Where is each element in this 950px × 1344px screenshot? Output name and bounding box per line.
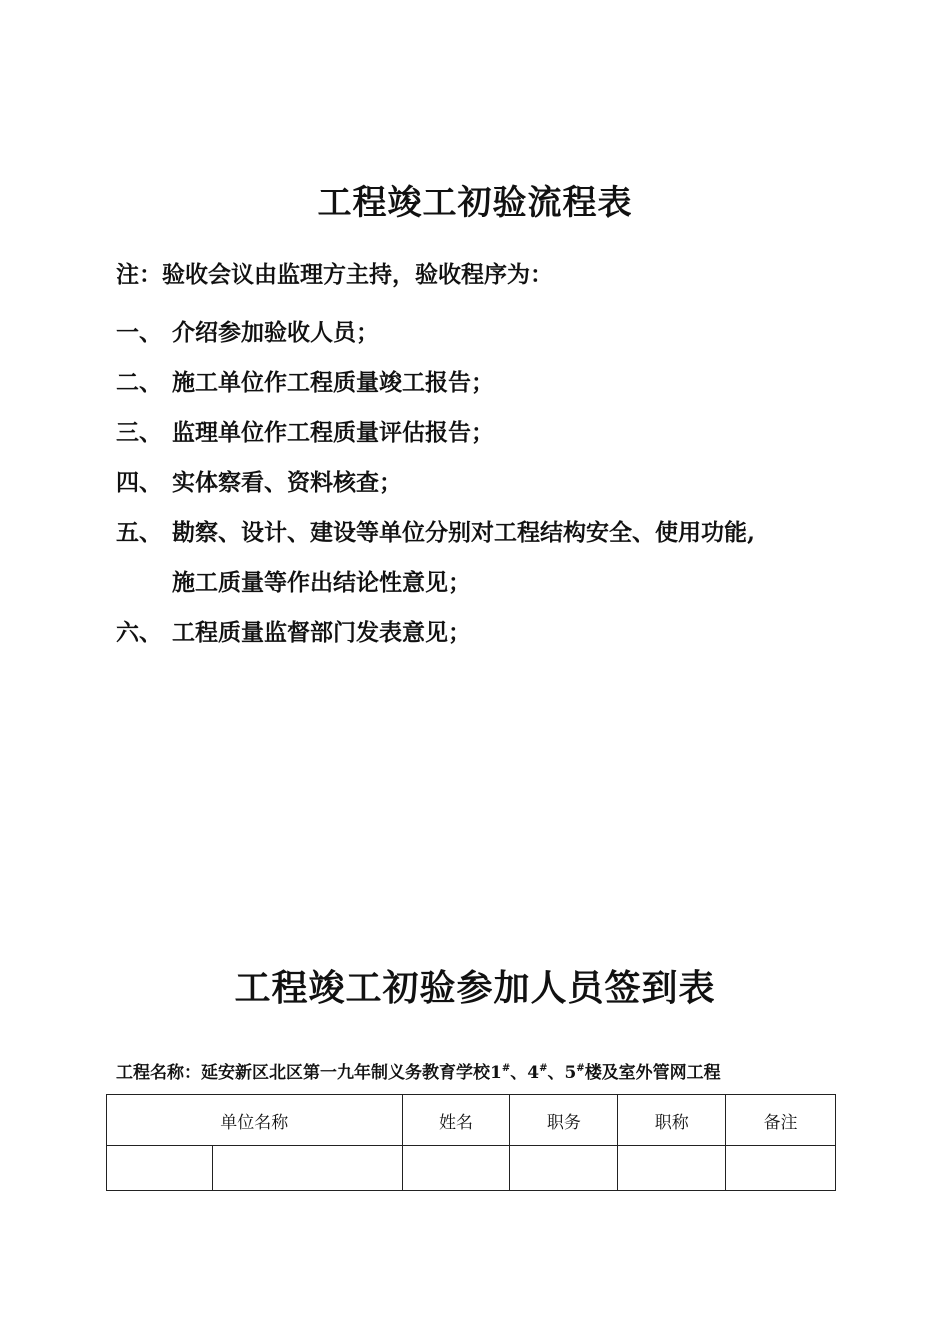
flow-step: [116, 608, 836, 658]
step-line: 勘察、设计、建设等单位分别对工程结构安全、使用功能,: [172, 519, 756, 546]
step-line: 介绍参加验收人员；: [172, 319, 379, 346]
flow-step: [116, 408, 836, 458]
step-line: 监理单位作工程质量评估报告；: [172, 419, 494, 446]
project-name-line: [116, 1058, 721, 1083]
step-text: [172, 358, 836, 408]
step-text: [172, 408, 836, 458]
step-line: 施工质量等作出结论性意见；: [172, 569, 471, 596]
signin-table: [106, 1094, 836, 1191]
table-row: [107, 1146, 836, 1191]
flow-step: [116, 358, 836, 408]
table-cell[interactable]: [107, 1146, 213, 1191]
step-text: [172, 508, 836, 608]
step-number: 五、: [116, 519, 162, 546]
header-remarks: 备注: [726, 1095, 836, 1146]
step-number: 一、: [116, 319, 162, 346]
project-name-part1: 延安新区北区第一九年制义务教育学校1: [201, 1063, 502, 1083]
table-header-row: [107, 1095, 836, 1146]
flow-step: [116, 508, 836, 608]
building-mark: #: [576, 1063, 585, 1074]
step-line: 施工单位作工程质量竣工报告；: [172, 369, 494, 396]
table-cell[interactable]: [510, 1146, 618, 1191]
step-number: 四、: [116, 469, 162, 496]
flow-title: 工程竣工初验流程表: [317, 183, 633, 223]
header-unit-name: 单位名称: [107, 1095, 403, 1146]
flow-step: [116, 308, 836, 358]
step-line: 工程质量监督部门发表意见；: [172, 619, 471, 646]
project-label: 工程名称：: [116, 1063, 201, 1083]
flow-steps: [116, 308, 836, 658]
building-mark: #: [501, 1063, 511, 1074]
project-name-part2: 楼及室外管网工程: [584, 1063, 721, 1083]
table-cell[interactable]: [212, 1146, 402, 1191]
project-separator: 、4: [510, 1063, 540, 1083]
flow-step: [116, 458, 836, 508]
step-number: 二、: [116, 369, 162, 396]
table-cell[interactable]: [618, 1146, 726, 1191]
step-text: [172, 308, 836, 358]
step-text: [172, 608, 836, 658]
signin-title: 工程竣工初验参加人员签到表: [234, 967, 716, 1009]
step-number: 六、: [116, 619, 162, 646]
table-cell[interactable]: [726, 1146, 836, 1191]
step-number: 三、: [116, 419, 162, 446]
header-position: 职务: [510, 1095, 618, 1146]
step-text: [172, 458, 836, 508]
step-line: 实体察看、资料核查；: [172, 469, 402, 496]
header-title: 职称: [618, 1095, 726, 1146]
building-mark: #: [539, 1063, 548, 1074]
header-name: 姓名: [402, 1095, 510, 1146]
project-separator: 、5: [547, 1063, 577, 1083]
table-cell[interactable]: [402, 1146, 510, 1191]
flow-note: 注：验收会议由监理方主持，验收程序为：: [116, 261, 553, 288]
